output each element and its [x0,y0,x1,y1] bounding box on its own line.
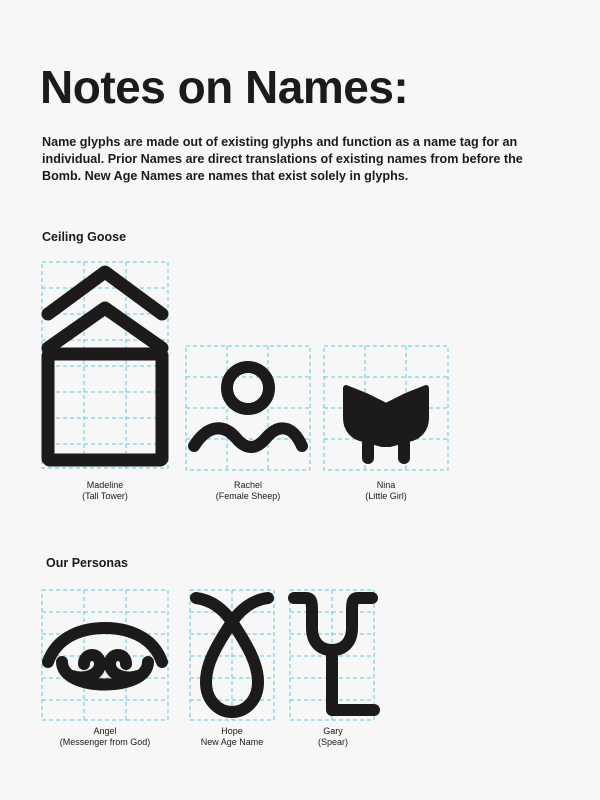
intro-paragraph: Name glyphs are made out of existing glyphs and function as a name tag for an individual. Prior Names are direct translations of existing names from before the Bomb. New Age Names are names that exist solely in glyphs. [42,135,523,183]
glyph-caption [322,480,450,502]
glyph-name: Angel [93,726,117,736]
spear-glyph-icon [286,590,380,722]
glyph-caption [184,480,312,502]
glyph-caption [40,726,170,748]
glyph-meaning: (Little Girl) [365,491,407,501]
female-sheep-glyph-icon [184,346,312,472]
glyph-name: Hope [221,726,243,736]
page-title: Notes on Names: [40,61,409,113]
glyph-caption [286,726,380,748]
little-girl-glyph-icon [322,346,450,472]
glyph-meaning: (Female Sheep) [215,491,281,501]
glyph-name: Nina [376,480,396,490]
glyph-meaning: New Age Name [200,737,264,747]
glyph-caption [40,480,170,502]
section-heading-our-personas: Our Personas [46,556,128,570]
glyph-meaning: (Messenger from God) [59,737,151,747]
tall-tower-glyph-icon [40,262,170,472]
glyph-name: Gary [323,726,343,736]
hope-glyph-icon [188,590,276,722]
glyph-name: Madeline [86,480,124,490]
section-heading-ceiling-goose: Ceiling Goose [42,230,127,244]
messenger-glyph-icon [40,590,170,722]
glyph-meaning: (Spear) [317,737,348,747]
glyph-caption [178,726,286,748]
glyph-name: Rachel [233,480,262,490]
glyph-meaning: (Tall Tower) [82,491,128,501]
